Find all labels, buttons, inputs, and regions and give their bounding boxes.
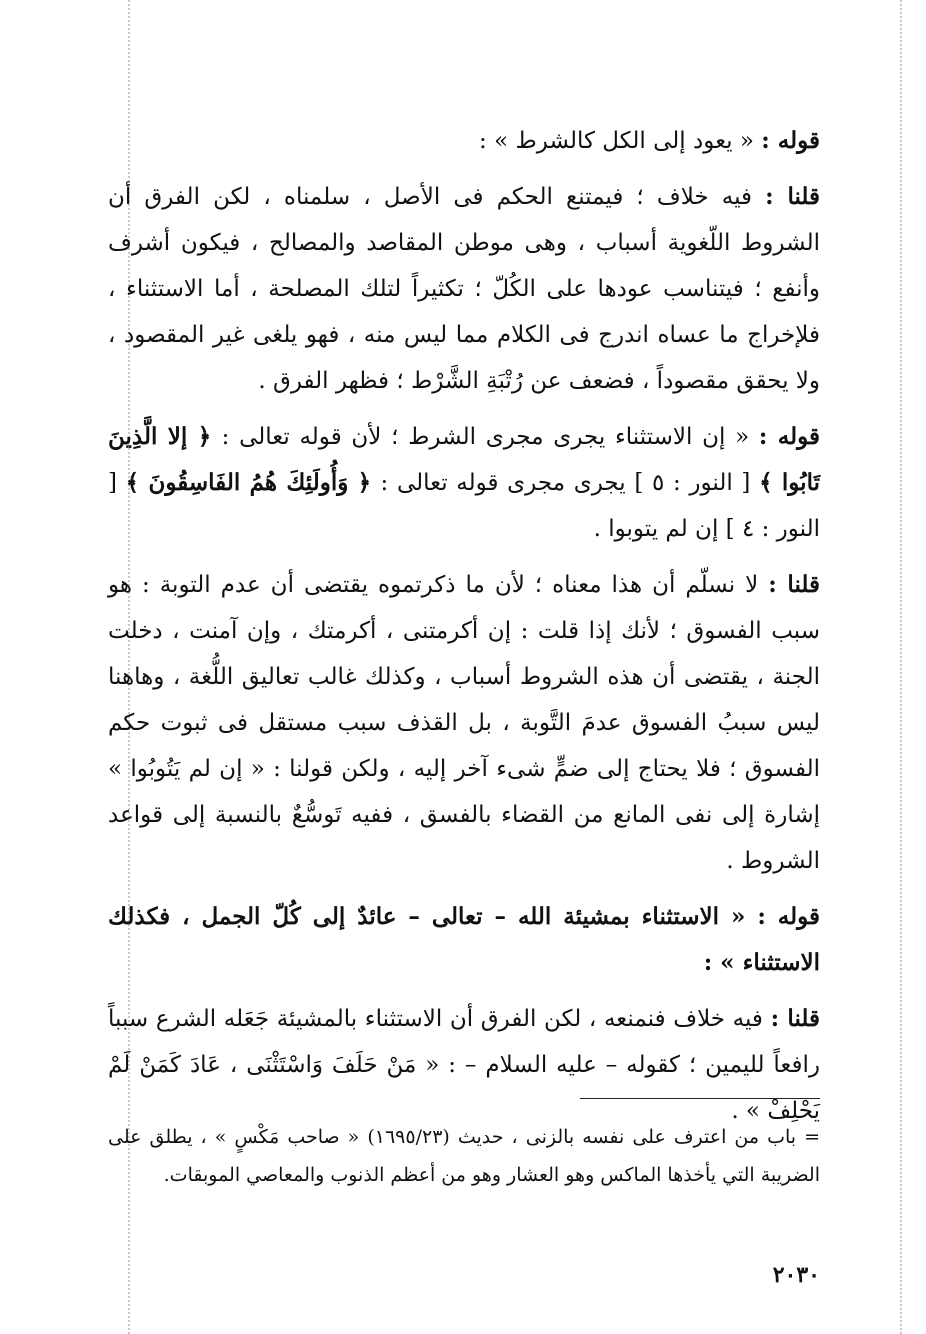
- paragraph-text: « إن الاستثناء يجرى مجرى الشرط ؛ لأن قوله تعالى :: [221, 424, 759, 450]
- paragraph-qawluhu-3: [108, 894, 820, 986]
- paragraph-qawluhu-1: [108, 118, 820, 164]
- footnote-separator: [580, 1098, 820, 1099]
- page-number: ٢٠٣٠: [772, 1262, 820, 1288]
- paragraph-qawluhu-2: [108, 414, 820, 552]
- quran-quote: ﴿ وَأُولَئِكَ هُمُ الفَاسِقُونَ ﴾: [125, 469, 381, 496]
- paragraph-text: « يعود إلى الكل كالشرط » :: [479, 128, 762, 154]
- paragraph-text: [ النور : ٤ ] إن لم يتوبوا .: [108, 470, 820, 542]
- paragraph-text: « الاستثناء بمشيئة الله – تعالى – عائدٌ إلى كُلّ الجمل ، فكذلك الاستثناء » :: [108, 903, 820, 976]
- lead-word: قلنا :: [768, 571, 820, 598]
- paragraph-qulna-3: [108, 996, 820, 1134]
- margin-dots-right: [900, 0, 902, 1334]
- paragraph-text: [ النور : ٥ ] يجرى مجرى قوله تعالى :: [380, 470, 760, 496]
- paragraph-qulna-2: [108, 562, 820, 884]
- lead-word: قوله :: [758, 423, 821, 450]
- paragraph-text: فيه خلاف فنمنعه ، لكن الفرق أن الاستثناء بالمشيئة جَعَله الشرع سبباً رافعاً لليمين ؛ كقوله – عليه السلام – : « مَنْ حَلَفَ وَاسْتَثْنَى ، عَادَ كَمَنْ لَمْ يَحْلِفْ » .: [108, 1006, 820, 1124]
- lead-word: قلنا :: [770, 1005, 820, 1032]
- paragraph-text: لا نسلّم أن هذا معناه ؛ لأن ما ذكرتموه يقتضى أن عدم التوبة : هو سبب الفسوق ؛ لأنك إذا قلت : إن أكرمتنى ، أكرمتك ، وإن آمنت ، دخلت الجنة ، يقتضى أن هذه الشروط أسباب ، وكذلك غالب تعاليق اللُّغة ، وهاهنا ليس سببُ الفسوق عدمَ التَّوبة ، بل القذف سبب مستقل فى ثبوت حكم الفسوق ؛ فلا يحتاج إلى ضمٍّ شىء آخر إليه ، ولكن قولنا : « إن لم يَتُوبُوا » إشارة إلى نفى المانع من القضاء بالفسق ، ففيه تَوسُّعٌ بالنسبة إلى قواعد الشروط .: [108, 572, 820, 874]
- page-body: [108, 118, 820, 1144]
- lead-word: قوله :: [761, 127, 820, 154]
- lead-word: قلنا :: [765, 183, 820, 210]
- quran-quote: ﴿ إلا الَّذِينَ تَابُوا ﴾: [108, 423, 820, 496]
- paragraph-qulna-1: [108, 174, 820, 404]
- footnote: = باب من اعترف على نفسه بالزنى ، حديث (١٦٩٥/٢٣) « صاحب مَكْسٍ » ، يطلق على الضريبة التي يأخذها الماكس وهو العشار وهو من أعظم الذنوب والمعاصي الموبقات.: [108, 1126, 820, 1186]
- paragraph-text: فيه خلاف ؛ فيمتنع الحكم فى الأصل ، سلمناه ، لكن الفرق أن الشروط اللّغوية أسباب ، وهى موطن المقاصد والمصالح ، فيكون أشرف وأنفع ؛ فيتناسب عودها على الكُلّ ؛ تكثيراً لتلك المصلحة ، أما الاستثناء ، فلإخراج ما عساه اندرج فى الكلام مما ليس منه ، فهو يلغى غير المقصود ، ولا يحقق مقصوداً ، فضعف عن رُتْبَةِ الشَّرْط ؛ فظهر الفرق .: [108, 184, 820, 394]
- lead-word: قوله :: [757, 903, 820, 930]
